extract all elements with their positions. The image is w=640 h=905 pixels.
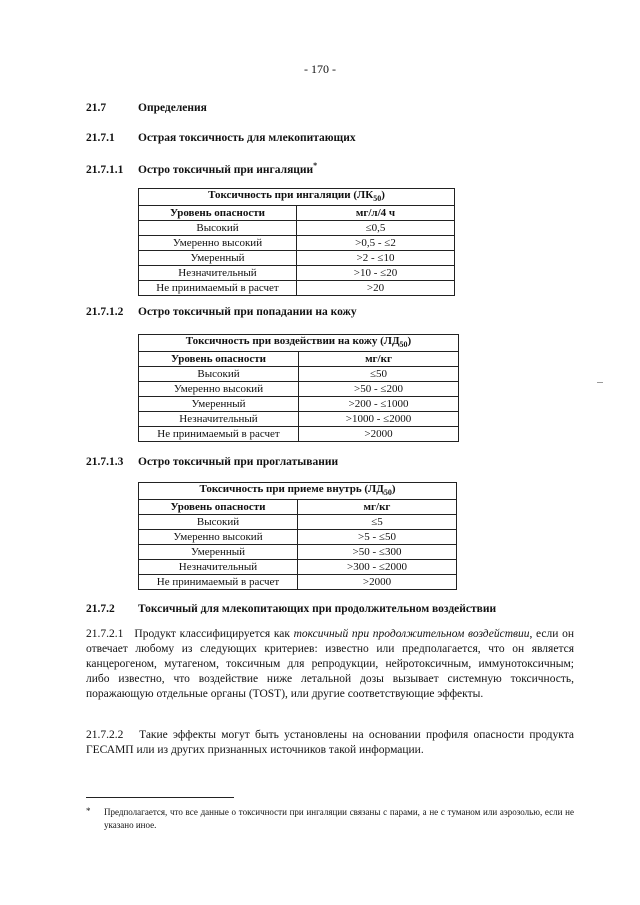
oral-toxicity-table	[138, 482, 457, 590]
footnote-text: Предполагается, что все данные о токсичности при ингаляции связаны с парами, а не с туманом или аэрозолью, если не указано иное.	[104, 807, 574, 830]
paragraph-21-7-2-2: 21.7.2.2 Такие эффекты могут быть установлены на основании профиля опасности продукта ГЕСАМП или из других признанных источников такой информации.	[86, 729, 574, 756]
column-header-hazard-level: Уровень опасности	[139, 352, 299, 367]
table-row: Высокий ≤50	[139, 367, 459, 382]
table-row: Умеренно высокий >5 - ≤50	[139, 530, 457, 545]
table-row: Не принимаемый в расчет >2000	[139, 575, 457, 590]
scan-mark	[597, 382, 603, 383]
section-heading-21-7	[86, 102, 207, 114]
section-heading-21-7-1	[86, 132, 356, 144]
column-header-unit: мг/кг	[299, 352, 459, 367]
table-row: Умеренно высокий >50 - ≤200	[139, 382, 459, 397]
section-title: Острая токсичность для млекопитающих	[138, 132, 356, 144]
section-title: Остро токсичный при ингаляции	[138, 163, 314, 176]
emphasis-term: токсичный при продолжительном воздействии	[293, 628, 530, 640]
column-header-unit: мг/л/4 ч	[297, 206, 455, 221]
section-heading-21-7-2	[86, 603, 496, 615]
table-row: Не принимаемый в расчет >2000	[139, 427, 459, 442]
section-title: Токсичный для млекопитающих при продолжительном воздействии	[138, 603, 497, 615]
dermal-toxicity-table	[138, 334, 459, 442]
section-number: 21.7	[86, 102, 107, 114]
table-row: Умеренно высокий >0,5 - ≤2	[139, 236, 455, 251]
table-row: Умеренный >200 - ≤1000	[139, 397, 459, 412]
section-title: Остро токсичный при попадании на кожу	[138, 306, 357, 318]
section-number: 21.7.1.2	[86, 306, 124, 318]
table-caption: Токсичность при воздействии на кожу $(ЛД_{50})$	[139, 335, 459, 352]
paragraph-21-7-2-1: 21.7.2.1 Продукт классифицируется как токсичный при продолжительном воздействии, если он отвечает любому из следующих критериев: известно или предполагается, что он является канцерогеном, мутагеном, токсичным для репродукции, нейротоксичным, иммунотоксичным; либо известно, что воздействие ниже летальной дозы вызывает системную токсичность, поражающую отдельные органы (TOST), или другие соответствующие эффекты.	[86, 628, 575, 700]
table-row: Незначительный >1000 - ≤2000	[139, 412, 459, 427]
table-caption: Токсичность при ингаляции $(ЛК_{50})$	[139, 189, 455, 206]
table-row: Незначительный >300 - ≤2000	[139, 560, 457, 575]
section-number: 21.7.1.1	[86, 163, 124, 176]
paragraph-number: 21.7.2.1	[86, 628, 124, 640]
table-row: Высокий ≤5	[139, 515, 457, 530]
section-number: 21.7.1	[86, 132, 115, 144]
table-row: Незначительный >10 - ≤20	[139, 266, 455, 281]
footnote-separator	[86, 797, 234, 798]
table-row: Умеренный >2 - ≤10	[139, 251, 455, 266]
page-number: - 170 -	[304, 62, 336, 76]
footnote-mark: *	[86, 806, 91, 816]
column-header-hazard-level: Уровень опасности	[139, 500, 298, 515]
section-heading-21-7-1-2	[86, 306, 357, 318]
section-number: 21.7.2	[86, 603, 115, 615]
footnote-reference: *	[313, 161, 318, 170]
section-heading-21-7-1-1	[86, 161, 317, 176]
table-row: Не принимаемый в расчет >20	[139, 281, 455, 296]
inhalation-toxicity-table	[138, 188, 455, 296]
table-caption: Токсичность при приеме внутрь $(ЛД_{50})$	[139, 483, 457, 500]
table-row: Высокий ≤0,5	[139, 221, 455, 236]
section-number: 21.7.1.3	[86, 456, 124, 468]
section-title: Определения	[138, 102, 207, 114]
table-row: Умеренный >50 - ≤300	[139, 545, 457, 560]
column-header-unit: мг/кг	[298, 500, 457, 515]
section-heading-21-7-1-3	[86, 456, 338, 468]
section-title: Остро токсичный при проглатывании	[138, 456, 339, 468]
column-header-hazard-level: Уровень опасности	[139, 206, 297, 221]
paragraph-number: 21.7.2.2	[86, 729, 124, 741]
